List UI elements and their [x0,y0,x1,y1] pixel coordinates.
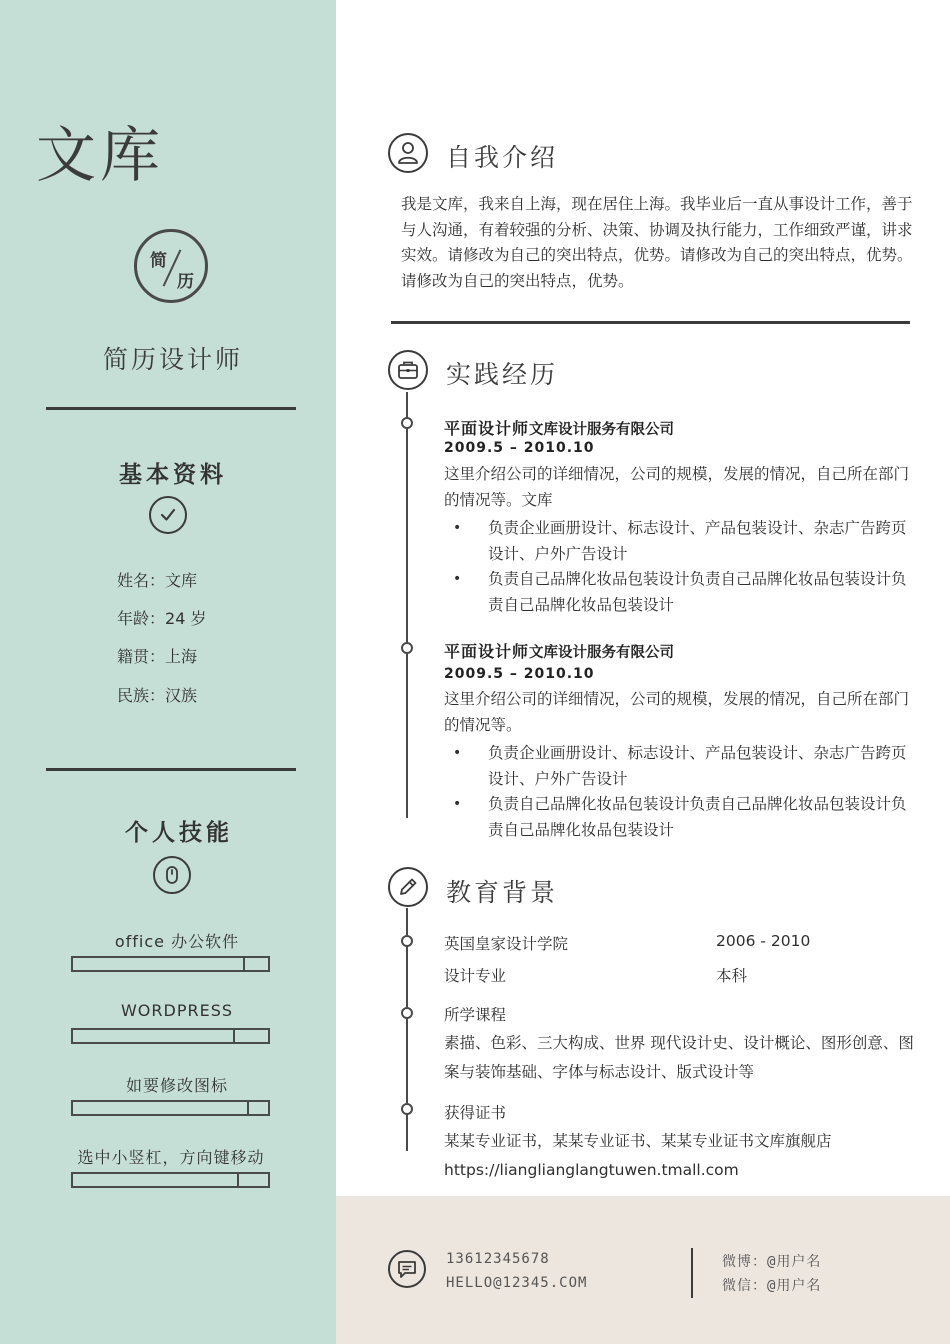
skill-bar [71,1100,270,1116]
skill-label: WORDPRESS [120,1001,234,1020]
education-degree: 本科 [716,967,748,985]
sidebar-divider [46,768,296,771]
skill-bar [71,1172,270,1188]
skill-label: 如要修改图标 [125,1076,228,1095]
sidebar-divider [46,407,296,410]
experience-date: 2009.5 – 2010.10 [444,666,595,682]
timeline-dot [401,417,413,429]
experience-timeline [406,392,408,818]
education-heading: 教育背景 [446,878,559,907]
info-age: 年龄：24 岁 [117,609,207,628]
message-icon [388,1250,426,1288]
contact-footer [336,1196,950,1344]
experience-role: 平面设计师文库设计服务有限公司 [444,642,675,661]
education-school: 英国皇家设计学院 [444,935,569,953]
education-years: 2006 - 2010 [716,932,811,950]
experience-bullets [444,516,914,618]
info-ethnicity: 民族：汉族 [117,686,198,705]
about-heading: 自我介绍 [446,143,559,172]
certificates-text: 某某专业证书，某某专业证书、某某专业证书文库旗舰店 https://lianglianglangtuwen.tmall.com [444,1132,832,1179]
experience-date: 2009.5 – 2010.10 [444,440,595,456]
education-major: 设计专业 [444,967,507,985]
list-item: • 负责企业画册设计、标志设计、产品包装设计、杂志广告跨页设计、户外广告设计 [444,741,914,792]
checkmark-icon [149,496,187,534]
logo-bottom-char: 历 [177,272,194,292]
footer-divider [691,1248,693,1298]
timeline-dot [401,1007,413,1019]
contact-phone[interactable]: 13612345678 [446,1251,550,1267]
basic-info-heading: 基本资料 [119,462,227,488]
experience-bullets [444,741,914,843]
contact-wechat: 微信：@用户名 [722,1278,822,1294]
list-item: • 负责自己品牌化妆品包装设计负责自己品牌化妆品包装设计负责自己品牌化妆品包装设计 [444,792,914,843]
sidebar [0,0,336,1344]
skill-level-marker[interactable] [73,1028,235,1044]
skill-bar [71,956,270,972]
timeline-dot [401,642,413,654]
resume-logo [134,229,208,303]
mouse-icon [153,856,191,894]
experience-desc: 这里介绍公司的详细情况，公司的规模，发展的情况，自己所在部门的情况等。文库 [444,465,910,509]
candidate-name: 文库 [36,121,164,191]
pencil-icon [388,867,428,907]
timeline-dot [401,935,413,947]
logo-top-char: 简 [150,251,167,271]
experience-role: 平面设计师文库设计服务有限公司 [444,419,675,438]
list-item: • 负责自己品牌化妆品包装设计负责自己品牌化妆品包装设计负责自己品牌化妆品包装设计 [444,567,914,618]
skills-heading: 个人技能 [125,820,233,846]
courses-text: 素描、色彩、三大构成、世界 现代设计史、设计概论、图形创意、图案与装饰基础、字体与标志设计、版式设计等 [444,1034,914,1081]
skill-label: 选中小竖杠，方向键移动 [77,1148,265,1167]
contact-email[interactable]: HELLO@12345.COM [446,1275,588,1291]
experience-heading: 实践经历 [446,360,559,389]
courses-label: 所学课程 [444,1006,507,1024]
experience-desc: 这里介绍公司的详细情况，公司的规模，发展的情况，自己所在部门的情况等。 [444,690,910,734]
skill-level-marker[interactable] [73,1172,239,1188]
skill-label: office 办公软件 [114,932,240,951]
info-hometown: 籍贯：上海 [117,647,198,666]
skill-bar [71,1028,270,1044]
contact-weibo: 微博：@用户名 [722,1254,822,1270]
user-icon [388,133,428,173]
about-text: 我是文库，我来自上海，现在居住上海。我毕业后一直从事设计工作，善于与人沟通，有着较强的分析、决策、协调及执行能力，工作细致严谨，讲求实效。请修改为自己的突出特点，优势。请修改为自己的突出特点，优势。请修改为自己的突出特点，优势。 [401,195,913,290]
skill-level-marker[interactable] [73,956,245,972]
skill-level-marker[interactable] [73,1100,249,1116]
list-item: • 负责企业画册设计、标志设计、产品包装设计、杂志广告跨页设计、户外广告设计 [444,516,914,567]
job-title: 简历设计师 [102,345,243,374]
certificates-label: 获得证书 [444,1104,507,1122]
info-name: 姓名：文库 [117,571,198,590]
briefcase-icon [388,350,428,390]
timeline-dot [401,1103,413,1115]
section-divider [391,321,910,324]
